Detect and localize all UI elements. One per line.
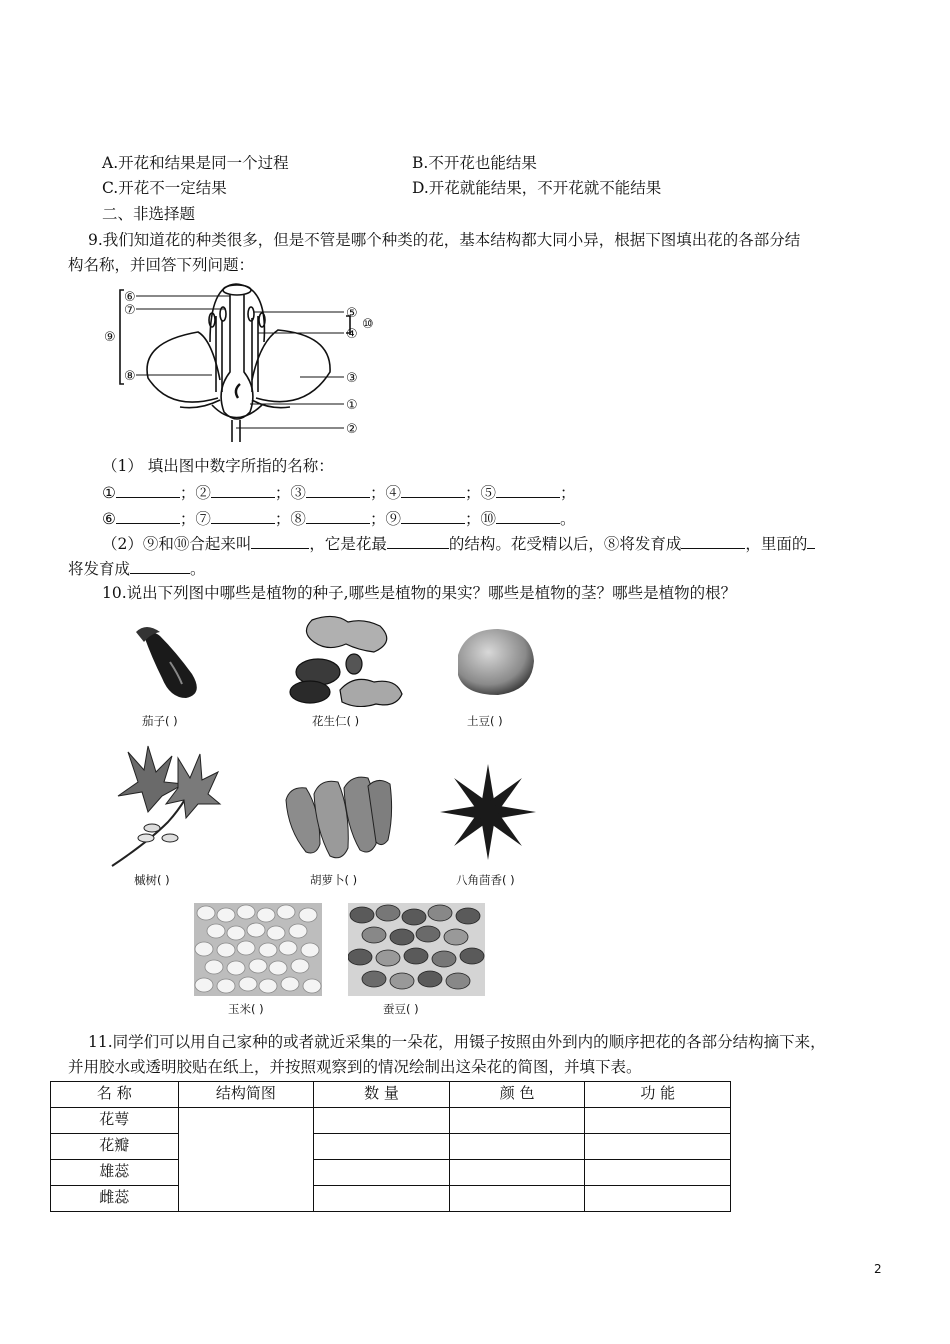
table-row (51, 1186, 731, 1212)
flower-diagram (100, 280, 390, 445)
broad-bean-image (348, 903, 485, 996)
option-a: A.开花和结果是同一个过程 (102, 154, 289, 172)
label-2: ② (346, 422, 358, 437)
q9-part1-prompt: （1） 填出图中数字所指的名称： (102, 457, 334, 475)
potato-image (448, 625, 540, 703)
row-label: 花萼 (51, 1108, 179, 1134)
sketch-cell[interactable] (178, 1108, 314, 1212)
q9-part2-line2: 将发育成 。 (68, 557, 206, 579)
caption-corn: 玉米( ) (228, 1002, 264, 1016)
label-10: ⑩ (362, 317, 374, 332)
option-b: B.不开花也能结果 (412, 154, 537, 172)
corn-image (194, 903, 322, 996)
header-name: 名 称 (51, 1082, 179, 1108)
q10-stem: 10.说出下列图中哪些是植物的种子,哪些是植物的果实？哪些是植物的茎？哪些是植物的根？ (102, 584, 737, 602)
table-cell[interactable] (314, 1134, 450, 1160)
table-cell[interactable] (585, 1186, 731, 1212)
table-cell[interactable] (314, 1160, 450, 1186)
answer-blank[interactable] (130, 557, 190, 574)
table-header-row (51, 1082, 731, 1108)
answer-blank[interactable] (681, 532, 745, 549)
table-cell[interactable] (585, 1134, 731, 1160)
table-row (51, 1134, 731, 1160)
caption-potato: 土豆( ) (467, 714, 503, 728)
answer-blank[interactable] (496, 481, 560, 498)
label-1: ① (346, 398, 358, 413)
section-title: 二、非选择题 (102, 205, 196, 223)
label-5: ⑤ (346, 306, 358, 321)
answer-blank[interactable] (116, 507, 180, 524)
row-label: 花瓣 (51, 1134, 179, 1160)
table-cell[interactable] (449, 1108, 585, 1134)
header-sketch: 结构简图 (178, 1082, 314, 1108)
label-9: ⑨ (104, 330, 116, 345)
answer-blank[interactable] (306, 507, 370, 524)
label-8: ⑧ (124, 369, 136, 384)
maple-image (108, 742, 223, 870)
answer-blank[interactable] (401, 507, 465, 524)
answer-blank[interactable] (251, 532, 309, 549)
answer-blank[interactable] (807, 532, 815, 549)
flower-parts-table (50, 1081, 731, 1212)
table-cell[interactable] (585, 1160, 731, 1186)
table-cell[interactable] (585, 1108, 731, 1134)
caption-maple: 槭树( ) (134, 873, 170, 887)
row-label: 雌蕊 (51, 1186, 179, 1212)
page-number: 2 (874, 1262, 882, 1276)
carrot-image (280, 770, 395, 865)
label-3: ③ (346, 371, 358, 386)
label-4: ④ (346, 327, 358, 342)
q9-answer-row1: ① ；② ；③ ；④ ；⑤ ； (102, 481, 575, 503)
q11-stem-line2: 并用胶水或透明胶贴在纸上，并按照观察到的情况绘制出这朵花的简图，并填下表。 (68, 1058, 642, 1076)
answer-blank[interactable] (211, 481, 275, 498)
table-row (51, 1108, 731, 1134)
option-c: C.开花不一定结果 (102, 179, 227, 197)
answer-blank[interactable] (496, 507, 560, 524)
q9-answer-row2: ⑥ ；⑦ ；⑧ ；⑨ ；⑩ 。 (102, 507, 575, 529)
caption-star-anise: 八角茴香( ) (456, 873, 515, 887)
peanut-image (284, 612, 409, 707)
q11-stem-line1: 11.同学们可以用自己家种的或者就近采集的一朵花，用镊子按照由外到内的顺序把花的各部分结构摘下来， (88, 1033, 826, 1051)
table-row (51, 1160, 731, 1186)
answer-blank[interactable] (116, 481, 180, 498)
q9-stem-line2: 构名称，并回答下列问题： (68, 256, 255, 274)
header-function: 功 能 (585, 1082, 731, 1108)
row-label: 雄蕊 (51, 1160, 179, 1186)
table-cell[interactable] (314, 1186, 450, 1212)
table-cell[interactable] (449, 1134, 585, 1160)
header-color: 颜 色 (449, 1082, 585, 1108)
answer-blank[interactable] (401, 481, 465, 498)
eggplant-image (134, 622, 209, 702)
table-cell[interactable] (314, 1108, 450, 1134)
table-cell[interactable] (449, 1186, 585, 1212)
label-7: ⑦ (124, 303, 136, 318)
caption-eggplant: 茄子( ) (142, 714, 178, 728)
header-quantity: 数 量 (314, 1082, 450, 1108)
label-6: ⑥ (124, 290, 136, 305)
caption-peanut: 花生仁( ) (312, 714, 360, 728)
answer-blank[interactable] (211, 507, 275, 524)
caption-broad-bean: 蚕豆( ) (383, 1002, 419, 1016)
q9-part2-line1: （2）⑨和⑩合起来叫 ，它是花最 的结构。花受精以后，⑧将发育成 ，里面的 (102, 532, 815, 554)
answer-blank[interactable] (387, 532, 449, 549)
caption-carrot: 胡萝卜( ) (310, 873, 358, 887)
star-anise-image (438, 762, 540, 864)
q9-stem-line1: 9.我们知道花的种类很多，但是不管是哪个种类的花，基本结构都大同小异，根据下图填出花的各部分结 (88, 231, 801, 249)
table-cell[interactable] (449, 1160, 585, 1186)
option-d: D.开花就能结果，不开花就不能结果 (412, 179, 662, 197)
answer-blank[interactable] (306, 481, 370, 498)
